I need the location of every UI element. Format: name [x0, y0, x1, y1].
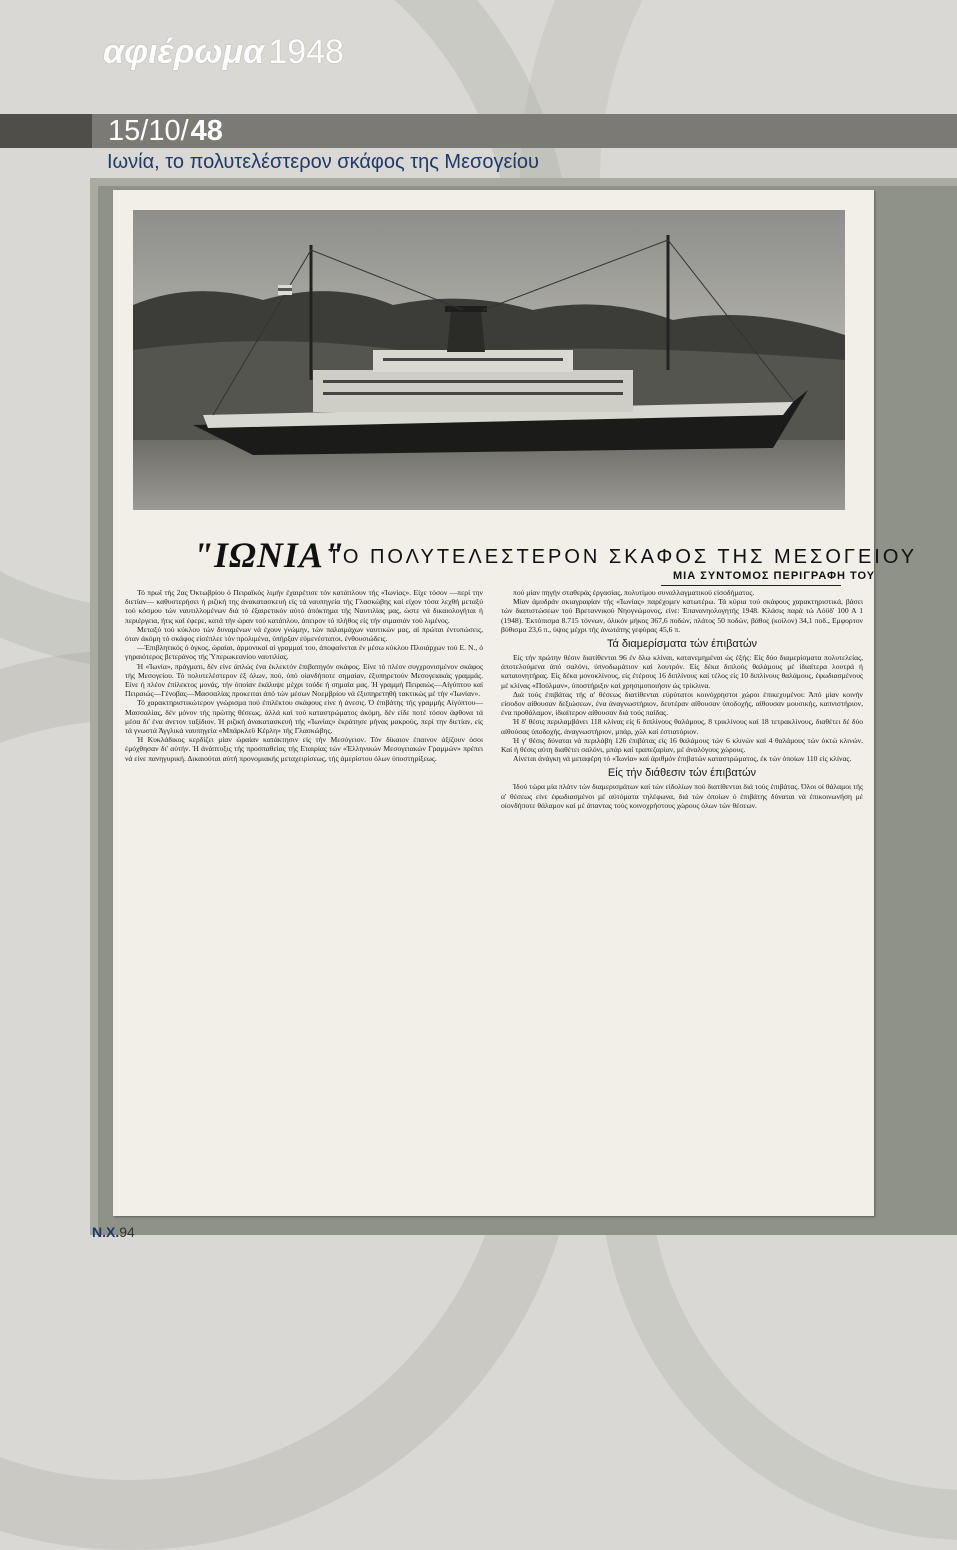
headline-main: "ΙΩΝΙΑ"	[193, 535, 345, 575]
paragraph: Τό πρωΐ τής 2ας Όκτωβρίου ό Πειραϊκός λιμήν έχαιρέτισε τόν κατάπλουν τής «Ίωνίας». Είχε τόσον —περί την διετίαν— καθυστερήσει ή ριζική της άνακατασκευή είς τά ναυπηγεία τής Γλασκώβης καί είχον τόσα λεχθή μεταξύ τού κόσμου τών ναυτιλλομένων διά τό έξαιρετικόν αύτό άπόκτημα τής Ναυτιλίας μας, ώστε νά δικαιολογήται ή περιέργεια, ήτις καί έφερε, κατά τήν ώραν τού κατάπλου, άπειρον τό πλήθος είς τήν σιμασιάν τού λιμένος.	[125, 588, 483, 625]
article-column-left	[125, 588, 483, 1200]
paragraph: Διά τούς έπιβάτας τής α' θέσεως διατίθενται εύρύτατοι κοινόχρηστοι χώροι έπικεχυμένοι: Άπό μίαν κοινήν είσοδον αίθουσαν δεξιώσεων, ένα άναγνωστήριον, δευτέραν αίθουσαν ύποδοχής, αίθουσαν μουσικής, καπνιστήριον, ένα προθάλαμον, ίδιαίτερον αίθουσαν διά τούς παίδας.	[501, 689, 863, 718]
paragraph: Ίδού τώρα μία πλάτν τών διαμερισμάτων καί τών είδολίων πού διατίθενται διά τούς έπιβάτας. Όλοι οί θάλαμοι τής α' θέσεως είνε έφωδιασμένοι μέ αύτόματα τηλέφωνα, διά τών όποίων ό έπιβάτης δύναται νά έπικοινωνήση μέ οίονδήποτε θάλαμον καί μέ άπαντας τούς κοινοχρήστους χώρους όλων τών θέσεων.	[501, 782, 863, 810]
clipping-headline	[193, 535, 918, 575]
date-prefix: 15/10/	[108, 115, 189, 147]
page-value: 94	[119, 1224, 135, 1240]
paragraph: Ή Κυκλάδικος κερδίζει μίαν ώραίαν κατάκτησιν είς τήν Μεσόγειον. Τόν δίκαιον έπαινον άξίζουν όσοι έμόχθησαν δι' αύτήν. Ή άνάπτυξις τής προσπαθείας τής Εταιρίας τών «Έλληνικών Μεσογειακών Γραμμών» πρέπει νά είνε πανηγυρική. Δικαιούται αύτή προνομιακής μεταχειρίσεως, τής άμερίστου όλων ύποστηρίξεως.	[125, 735, 483, 763]
paragraph: —Έπιβλητικός ό όγκος, ώραίαι, άρμονικαί αί γραμμαί του, άποφαίνεται έν μέσω κύκλου Πλοιάρχων τού Ε. Ν., ό γηραιότερος βετεράνος τής Ύπερωκεανίου ναυτιλίας.	[125, 643, 483, 662]
article-subtitle: Ιωνία, το πολυτελέστερον σκάφος της Μεσογείου	[107, 151, 539, 173]
section-year: 1948	[268, 33, 344, 71]
paragraph: Μεταξύ τού κύκλου τών δυναμένων νά έχουν γνώμην, τών παλαιμάχων ναυτικών μας, αί πρώται έντυπώσεις, όταν άκόμη τό σκάφος είσέπλεε τόν προλιμένα, ύπήρξαν εύμενέστατοι, ένθουσιώδεις.	[125, 624, 483, 644]
paragraph: Μίαν άμυδράν σκιαγραφίαν τής «Ίωνίας» παρέχομεν κατωτέρω. Τά κύρια τού σκάφους χαρακτηριστικά, βάσει τών διαπιστώσεων τού Βρεταννικού Νηογνώμονος, είνε: Έπανανηολογητής 1948. Κλάσις παρά τώ Λόϋδ' 100 Α 1 (1948). Έκτόπισμα 8.715 τόννων, όλικόν μήκος 367,6 ποδών, πλάτος 50 ποδών, βάθος (κοίλον) 34,1 ποδ., Εμφορτον βύθισμα 23,6 π., ύψος μέχρι τής άνωτάτης γεφύρας 45,6 π.	[501, 597, 863, 634]
paragraph: Είς τήν πρώτην θέσιν διατίθενται 96 έν δλω κλίναι, κατανεμημέναι ώς έξής: Είς δύο διαμερίσματα πολυτελείας, άποτελούμενα άπό σαλόνι, ύπνοδωμάτιον καί λουτρόν. Είς δέκα διπλούς θαλάμους μέ ίδιαίτερα λουτρά ή καταιονητήρας. Είς δέκα μονοκλίνους, είς έτέρους 16 διπλίνους καί τέλος είς 10 διπλίνους θαλάμους, έφωδιασμένους μέ κλίνας «Πούλμαν», ύποστήριξιν καί χρησιμοποιήσιν ώς τρίκλινα.	[501, 653, 863, 690]
headline-rule	[661, 585, 841, 586]
section-header	[103, 30, 344, 75]
article-date	[108, 113, 223, 149]
article-column-right	[501, 588, 863, 1200]
date-year: 48	[190, 115, 223, 147]
page-number	[92, 1224, 135, 1240]
section-word: αφιέρωμα	[103, 33, 265, 71]
magazine-abbrev: Ν.Χ.	[92, 1224, 120, 1240]
newspaper-clipping	[113, 190, 918, 1216]
paragraph: Ή γ' θέσις δύναται νά περιλάβη 126 έπιβάτας είς 16 θαλάμους τών 6 κλινών καί 4 θαλάμους τών όκτώ κλινών. Καί ή θέσις αύτη διαθέτει σαλόνι, μπάρ καί τραπεζαρίαν, μέ άναλόγους χώρους.	[501, 735, 863, 755]
paragraph: Ή δ' θέσις περιλαμβάνει 118 κλίνας είς 6 διπλίνους θαλάμους, 8 τρικλίνους καί 18 τετρακλίνους, διαθέτει δέ δύο αίθούσας ύποδοχής, άναγνωστήριον, μπάρ, χώλ καί έστιατόριον.	[501, 717, 863, 736]
paragraph: Ή «Ίωνία», πράγματι, δέν είνε άπλώς ένα έκλεκτόν έπιβατηγόν σκάφος. Είνε τό πλέον συγχρονισμένον σκάφος τής Μεσογείου. Τό πολυτελέστερον έξ όλων, πού, ύπό οίανδήποτε σημαίαν, έξυπηρετούν Μεσογειακάς γραμμάς. Είνε ή πλέον έπίλεκτος μονάς, τήν όποίαν έκάλυψε μέχρι τούδε ή σημαία μας. Ή γραμμή Πειραιώς—Αίγύπτου καί Πειραιώς—Γένοβας—Μασσαλίας προκειται άπό τών μέσων Νοεμβρίου νά έξυπηρετηθή τακτικώς μέ τήν «Ίωνίαν».	[125, 661, 483, 699]
paragraph: πού μίαν πηγήν σταθεράς έργασίας, πολυτίμου συναλλαγματικού είσοδήματος.	[513, 588, 755, 597]
paragraph: Αίνεται άνάγκη νά μεταφέρη τό «Ίωνία» καί άριθμόν έπιβατών καταστρώματος, έκ τών όποίων 110 είς κλίνας.	[513, 754, 852, 764]
headline-subtitle: ΜΙΑ ΣΥΝΤΟΜΟΣ ΠΕΡΙΓΡΑΦΗ ΤΟΥ	[673, 570, 876, 582]
subheading: Τά διαμερίσματα τών έπιβατών	[606, 638, 758, 651]
ship-photo	[133, 210, 845, 510]
subheading: Είς τήν διάθεσιν τών έπιβατών	[607, 767, 757, 780]
paragraph: Τό χαρακτηριστικώτερον γνώρισμα πού έπιλέκτου σκάφους είνε ή άνεσις. Ό έπιβάτης τής γραμμής Αίγύπτου—Μασσαλίας, δέν μόνον τής πρώτης θέσεως, άλλά καί τού καταστρώματος άκόμη, δέν είδε ποτέ τόσον άφθονα τά μέσα δι' ένα άνετον ταξίδιον. Ή ριζική άνακατασκευή τής «Ίωνίας» έκράτησε μήνας μακρούς, περί την διετίαν, είς τά γνωστά Άγγλικά ναυπηγεία «Μπάρκλεϋ Κέρλη» τής Γλασκώβης.	[125, 698, 483, 736]
headline-rest: ΤΟ ΠΟΛΥΤΕΛΕΣΤΕΡΟΝ ΣΚΑΦΟΣ ΤΗΣ ΜΕΣΟΓΕΙΟΥ	[328, 546, 918, 568]
